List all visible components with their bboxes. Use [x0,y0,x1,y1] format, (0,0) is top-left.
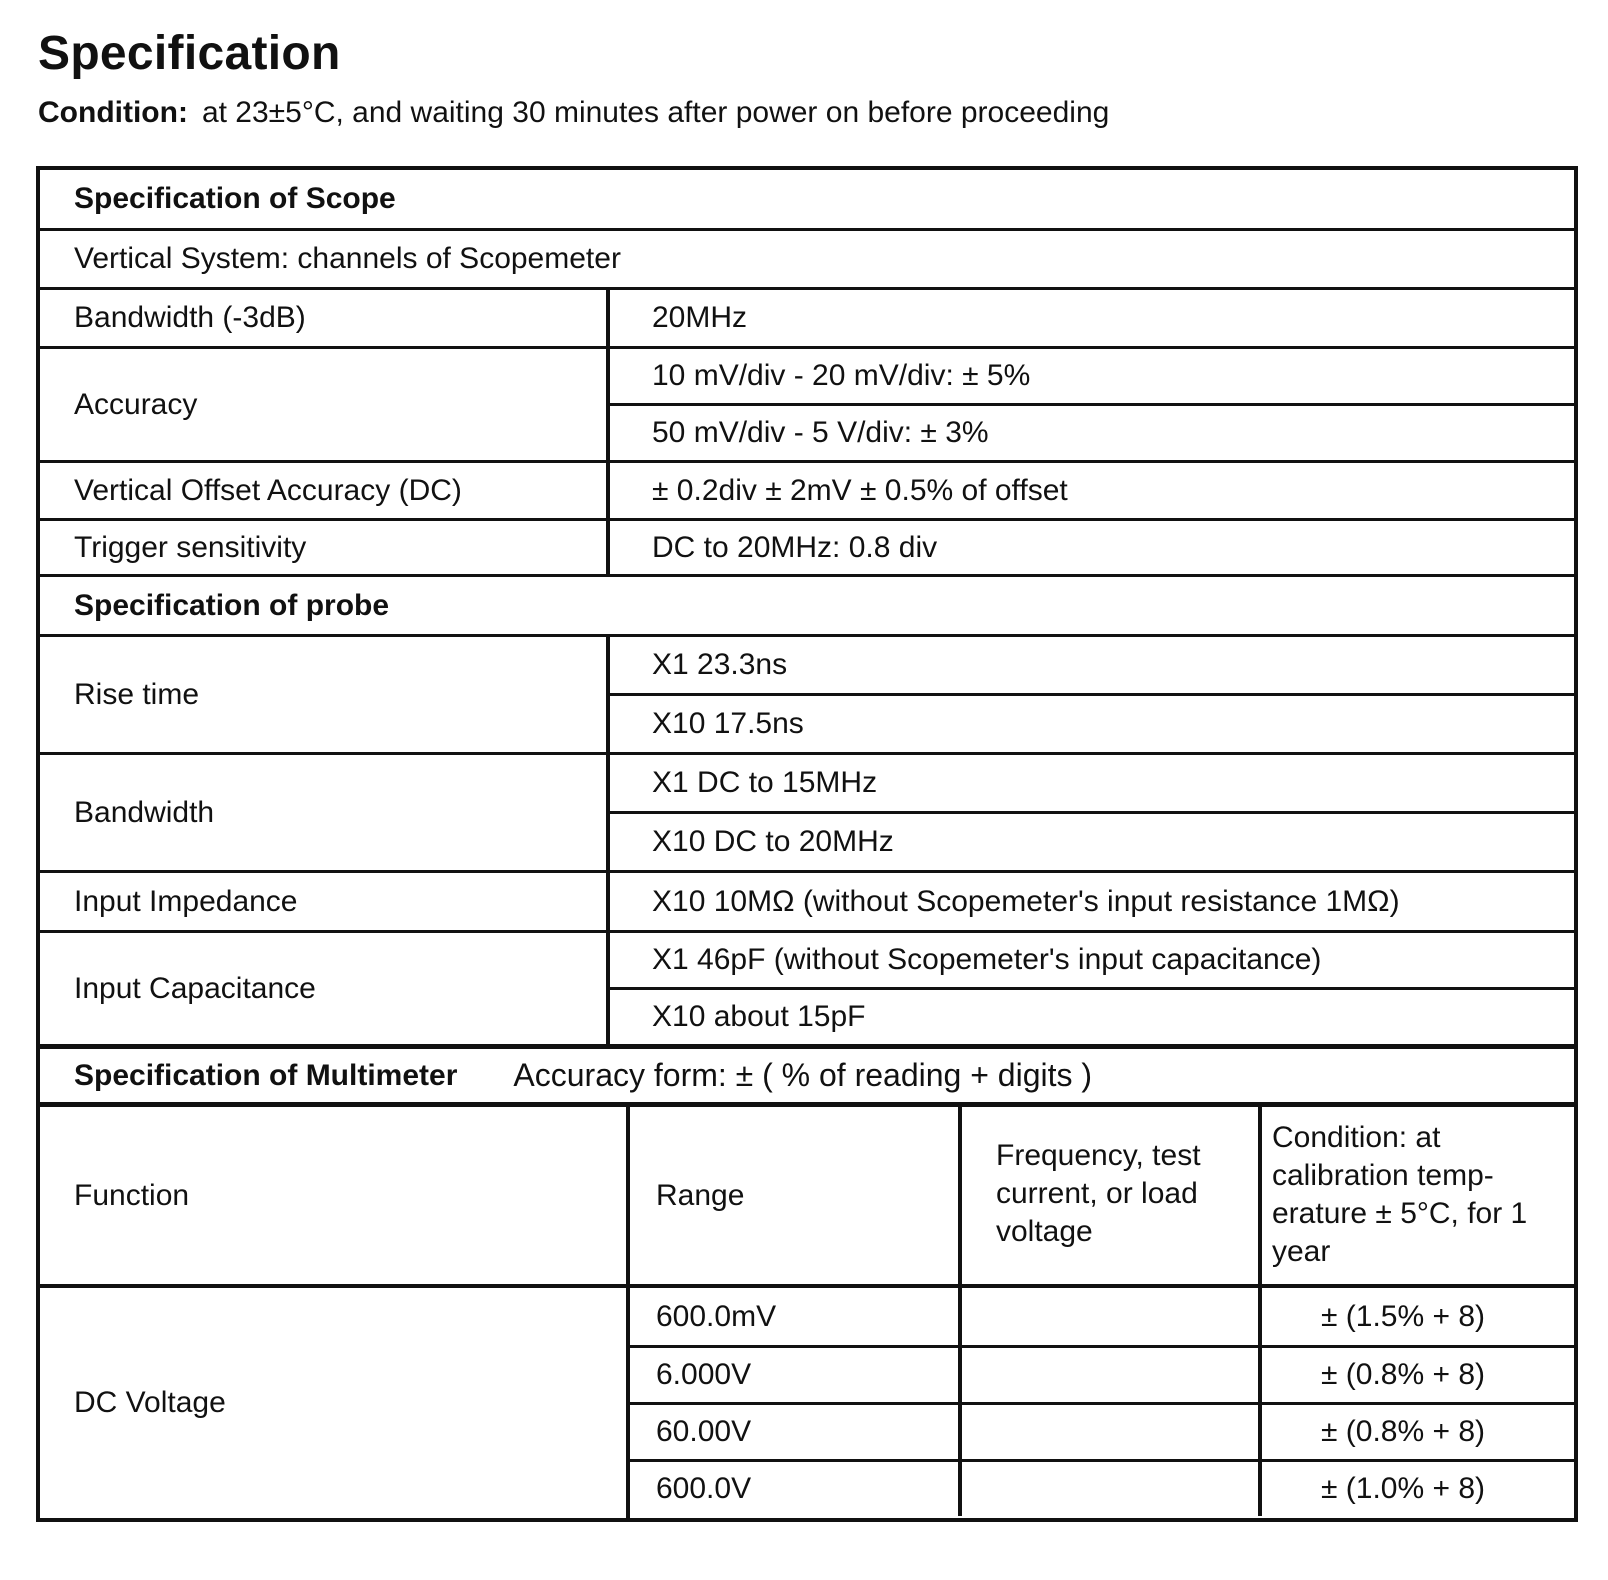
accuracy-cell: ± (1.0% + 8) [1320,1472,1486,1505]
spec-row [40,346,1574,460]
spec-row [40,930,1574,1044]
spec-value: X1 DC to 15MHz [652,766,878,799]
table-row [630,1459,1574,1516]
spec-label: Bandwidth (-3dB) [40,290,610,346]
accuracy-form: Accuracy form: ± ( % of reading + digits ) [513,1057,1093,1093]
condition-label: Condition: [38,96,188,129]
condition-line [38,96,1109,130]
scope-heading: Specification of Scope [74,182,396,215]
table-row [630,1345,1574,1402]
spec-value: X1 46pF (without Scopemeter's input capacitance) [652,943,1322,976]
spec-value: X10 17.5ns [610,693,1574,752]
multimeter-heading [40,1049,1574,1102]
frequency-cell [962,1348,1262,1402]
multimeter-heading-row [40,1044,1574,1102]
accuracy-cell: ± (1.5% + 8) [1320,1299,1486,1333]
spec-value: 20MHz [652,301,748,334]
frequency-cell [962,1405,1262,1459]
spec-row [40,870,1574,930]
spec-value: DC to 20MHz: 0.8 div [652,530,938,564]
spec-value: X10 about 15pF [610,987,1574,1044]
multimeter-title: Specification of Multimeter [74,1058,458,1092]
table-row [630,1288,1574,1345]
range-cell: 600.0mV [630,1288,962,1345]
condition-text: at 23±5°C, and waiting 30 minutes after power on before proceeding [201,96,1110,129]
spec-value: X1 23.3ns [652,648,788,681]
spec-row [40,460,1574,518]
spec-value: X10 DC to 20MHz [610,811,1574,870]
spec-label: Input Capacitance [40,933,610,1044]
spec-row [40,518,1574,574]
spec-label: Trigger sensitivity [40,521,610,574]
column-header-function: Function [40,1107,630,1284]
multimeter-column-headers [40,1102,1574,1284]
accuracy-cell: ± (0.8% + 8) [1320,1415,1486,1448]
spec-value: X10 10MΩ (without Scopemeter's input resistance 1MΩ) [652,884,1400,918]
column-header-frequency: Frequency, test current, or load voltage [962,1107,1262,1284]
range-cell: 60.00V [630,1405,962,1459]
spec-label: Bandwidth [40,755,610,870]
spec-label: Rise time [40,637,610,752]
frequency-cell [962,1462,1262,1516]
column-header-condition: Condition: at calibration temp-erature ± 5°C, for 1 year [1272,1121,1528,1268]
probe-heading-row [40,574,1574,634]
spec-row [40,752,1574,870]
vertical-system-label: Vertical System: channels of Scopemeter [74,242,621,275]
spec-value: 10 mV/div - 20 mV/div: ± 5% [652,359,1031,392]
dc-voltage-group [40,1284,1574,1518]
spec-value: 50 mV/div - 5 V/div: ± 3% [610,403,1574,460]
frequency-cell [962,1288,1262,1345]
spec-row [40,634,1574,752]
range-cell: 6.000V [630,1348,962,1402]
range-cell: 600.0V [630,1462,962,1516]
vertical-system-row [40,228,1574,287]
probe-heading: Specification of probe [74,588,390,622]
spec-label: Accuracy [40,349,610,460]
accuracy-cell: ± (0.8% + 8) [1320,1358,1486,1391]
table-row [630,1402,1574,1459]
function-dc-voltage: DC Voltage [40,1288,630,1518]
specification-table [36,166,1578,1522]
spec-label: Vertical Offset Accuracy (DC) [40,463,610,518]
scope-heading-row [40,170,1574,228]
spec-row [40,287,1574,346]
column-header-range: Range [630,1107,962,1284]
page-title: Specification [38,27,341,80]
spec-label: Input Impedance [40,873,610,930]
spec-value: ± 0.2div ± 2mV ± 0.5% of offset [652,473,1068,507]
